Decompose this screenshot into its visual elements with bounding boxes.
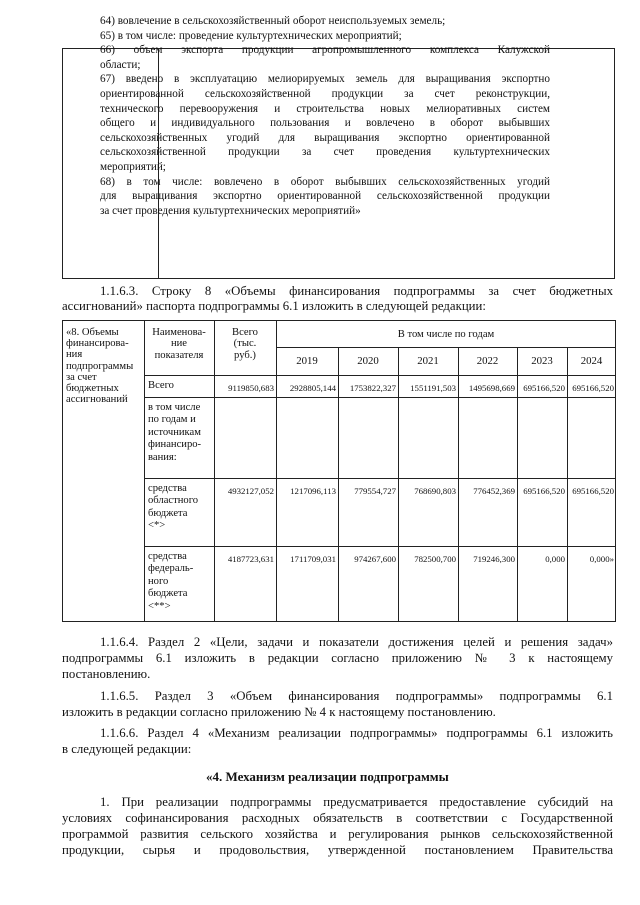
row-header-line: финансирова- [66, 338, 129, 350]
para-final-line3: программой развития сельского хозяйства и регулирования рынков сельскохозяйственной [62, 827, 613, 841]
row-year-value: 1711709,031 [290, 554, 336, 564]
table-border [62, 320, 616, 321]
row-label-line: <**> [148, 600, 171, 612]
table-grid-line [144, 478, 616, 479]
indicator-line: за счет проведения культуртехнических мероприятий» [100, 204, 361, 217]
row-label-line: средства [148, 551, 187, 562]
row-label-line: Всего [148, 380, 174, 391]
row-year-value: 695166,520 [572, 383, 614, 393]
row-year-value: 779554,727 [354, 486, 396, 496]
table-grid-line [144, 320, 145, 622]
indicator-line: 68) в том числе: вовлечено в оборот выбывших сельскохозяйственных угодий [100, 175, 550, 188]
row-year-value: 2928805,144 [289, 383, 336, 393]
table-border [62, 621, 616, 622]
row-year-value: 768690,803 [414, 486, 456, 496]
row-label-line: <*> [148, 520, 166, 532]
row-label-line: ного [148, 575, 169, 587]
year-header: 2021 [417, 355, 439, 367]
years-group-header: В том числе по годам [397, 329, 495, 340]
para-final-line4: продукции, сырья и продовольствия, утвержденной постановлением Правительства [62, 843, 613, 857]
indicator-line: сельскохозяйственных угодий для выращивания экспортно ориентированной [100, 131, 550, 144]
indicator-line: технического перевооружения и строительства новых мелиоративных систем [100, 102, 550, 115]
row-year-value: 1217096,113 [290, 486, 336, 496]
para-1165-line1: 1.1.6.5. Раздел 3 «Объем финансирования подпрограммы» подпрограммы 6.1 [100, 689, 613, 703]
row-year-value: 695166,520 [572, 486, 614, 496]
financing-table [62, 320, 616, 622]
indicator-line: 67) введено в эксплуатацию мелиорируемых земель для выращивания экспортно [100, 73, 550, 86]
year-header: 2019 [296, 355, 318, 367]
para-1166-line2: в следующей редакции: [62, 742, 192, 756]
para-final-line1: 1. При реализации подпрограммы предусматривается предоставление субсидий на [100, 795, 613, 809]
indicator-line: 66) объем экспорта продукции агропромышленного комплекса Калужской [100, 44, 550, 57]
row-label-line: финансиро- [148, 439, 202, 451]
indicator-line: ориентированной сельскохозяйственной продукции за счет реконструкции, [100, 88, 550, 100]
row-year-value: 1495698,669 [468, 383, 515, 393]
para-1164-line1: 1.1.6.4. Раздел 2 «Цели, задачи и показатели достижения целей и решения задач» [100, 635, 613, 649]
para-1163-line1: 1.1.6.3. Строку 8 «Объемы финансирования подпрограммы за счет бюджетных [100, 284, 613, 298]
row-header-line: бюджетных [66, 383, 119, 394]
indicator-line: мероприятий; [100, 161, 166, 173]
table-grid-line [214, 320, 215, 622]
table-grid-line [144, 375, 616, 376]
row-header-line: «8. Объемы [66, 327, 119, 338]
row-label-line: бюджета [148, 588, 188, 600]
row-total-value: 4187723,631 [227, 554, 274, 564]
indicator-line: сельскохозяйственной продукции за счет проведения культуртехнических [100, 146, 550, 159]
row-year-value: 719246,300 [473, 554, 515, 564]
row-label-line: средства [148, 483, 187, 494]
year-header: 2024 [580, 355, 603, 367]
row-header-line: подпрограммы [66, 360, 134, 372]
row-year-value: 782500,700 [414, 554, 456, 564]
row-header-line: ассигнований [66, 394, 128, 406]
row-year-value: 1753822,327 [349, 383, 396, 393]
indicator-line: 65) в том числе: проведение культуртехнических мероприятий; [100, 29, 402, 42]
table-grid-line [276, 347, 616, 348]
para-1166-line1: 1.1.6.6. Раздел 4 «Механизм реализации подпрограммы» подпрограммы 6.1 изложить [100, 726, 613, 740]
indicator-line: 64) вовлечение в сельскохозяйственный оборот неиспользуемых земель; [100, 15, 446, 27]
row-year-value: 776452,369 [473, 486, 515, 496]
row-year-value: 695166,520 [523, 383, 565, 393]
indicator-line: для выращивания экспортно ориентированной сельскохозяйственной продукции [100, 190, 550, 203]
row-label-line: по годам и [148, 414, 196, 426]
row-year-value: 1551191,503 [410, 383, 456, 393]
row-year-value: 0,000» [589, 554, 614, 564]
para-1163-line2: ассигнований» паспорта подпрограммы 6.1 изложить в следующей редакции: [62, 299, 486, 313]
para-1165-line2: изложить в редакции согласно приложению № 4 к настоящему постановлению. [62, 705, 496, 719]
row-total-value: 9119850,683 [228, 383, 274, 393]
column-header-line: ние [170, 338, 188, 350]
column-header-line: руб.) [234, 349, 256, 361]
row-year-value: 974267,600 [354, 554, 396, 564]
year-header: 2020 [357, 355, 379, 367]
para-1164-line2: подпрограммы 6.1 изложить в редакции согласно приложению № 3 к настоящему [62, 651, 613, 665]
column-header-line: (тыс. [233, 338, 257, 350]
section-heading: «4. Механизм реализации подпрограммы [206, 769, 449, 784]
row-label-line: областного [148, 495, 199, 507]
indicator-line: общего и индивидуального пользования и вовлечено в оборот выбывших [100, 117, 550, 130]
table-grid-line [144, 546, 616, 547]
column-header-line: Наименова- [152, 327, 206, 338]
indicator-line: области; [100, 58, 141, 71]
row-label-line: в том числе [148, 402, 201, 413]
para-final-line2: условиях софинансирования расходных обязательств в соответствии с Государственной [62, 811, 613, 825]
year-header: 2022 [476, 355, 499, 367]
column-header-line: Всего [232, 327, 258, 338]
row-header-line: за счет [66, 371, 97, 383]
row-label-line: источникам [148, 426, 201, 438]
para-1164-line3: постановлению. [62, 667, 151, 681]
row-year-value: 0,000 [545, 554, 565, 564]
row-label-line: федераль- [148, 563, 194, 575]
table-border [62, 320, 63, 622]
table-grid-line [144, 397, 616, 398]
year-header: 2023 [531, 355, 553, 367]
row-label-line: бюджета [148, 507, 188, 519]
row-label-line: вания: [148, 451, 177, 463]
row-year-value: 695166,520 [523, 486, 565, 496]
column-header-line: показателя [154, 349, 204, 361]
row-total-value: 4932127,052 [227, 486, 274, 496]
row-header-line: ния [66, 349, 83, 361]
